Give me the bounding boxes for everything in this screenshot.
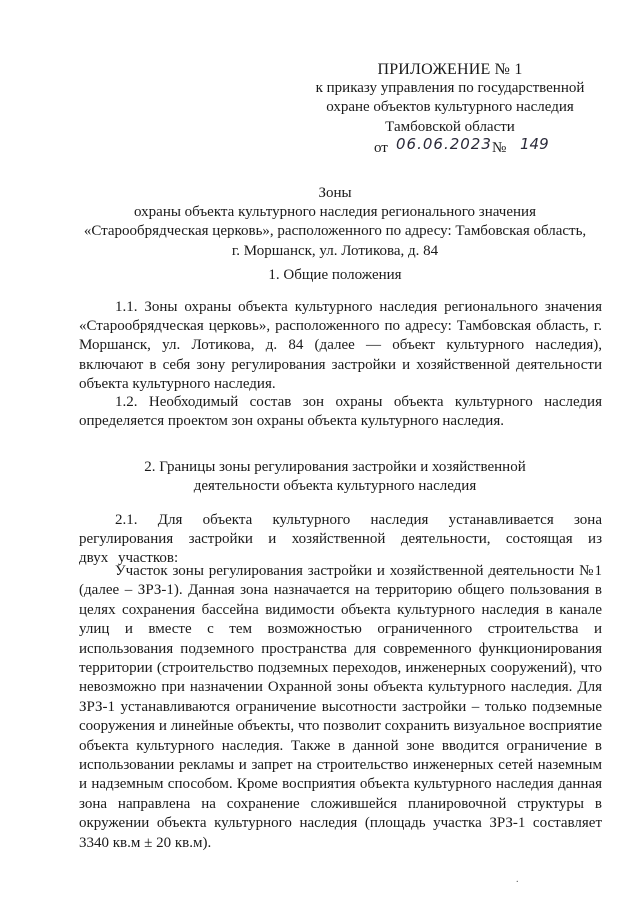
section-2-heading-line-2: деятельности объекта культурного наследия <box>193 478 477 495</box>
appendix-line-1: к приказу управления по государственной <box>315 80 585 97</box>
section-1-paragraph-2: 1.2. Необходимый состав зон охраны объекта культурного наследия определяется проектом зон охраны объекта культурного наследия. <box>79 394 602 430</box>
title-line-4: г. Моршанск, ул. Лотикова, д. 84 <box>231 242 439 259</box>
handwritten-date: 06.06.2023 <box>396 134 492 153</box>
date-prefix: от <box>374 139 388 156</box>
appendix-header <box>300 60 600 159</box>
section-1-paragraph-1: 1.1. Зоны охраны объекта культурного наследия регионального значения «Старообрядческая церковь», расположенного по адресу: Тамбовская область, г. Моршанск, ул. Лотикова, д. 84 (далее — объект культурного наследия), включают в себя зону регулирования застройки и хозяйственной деятельности объекта культурного наследия. <box>79 299 602 392</box>
number-prefix: № <box>492 139 507 156</box>
appendix-line-2: охране объектов культурного наследия <box>326 99 574 116</box>
section-2-heading-line-1: 2. Границы зоны регулирования застройки и хозяйственной <box>144 459 526 475</box>
section-2-heading <box>60 458 610 496</box>
appendix-line-3: Тамбовской области <box>385 118 515 135</box>
order-signature-line <box>300 134 600 159</box>
title-line-3: «Старообрядческая церковь», расположенного по адресу: Тамбовская область, <box>83 223 587 240</box>
section-2-paragraph-2: Участок зоны регулирования застройки и хозяйственной деятельности №1 (далее – ЗРЗ-1). Данная зона назначается на территорию общего пользования в целях сохранения бассейна видимости объекта культурного наследия в канале улиц и вместе с тем возможностью ограниченного строительства и использования подземного пространства для современного функционирования территории (строительство подземных переходов, инженерных сооружений), что невозможно при назначении Охранной зоны объекта культурного наследия. Для ЗРЗ-1 устанавливаются ограничение высотности застройки – только подземные сооружения и линейные объекты, что позволит сохранить визуальное восприятие объекта культурного наследия. Также в данной зоне вводится ограничение в использовании рекламы и запрет на строительство инженерных сетей наземным и надземным способом. Кроме восприятия объекта культурного наследия данная зона направлена на сохранение сложившейся планировочной структуры в окружении объекта культурного наследия (площадь участка ЗРЗ-1 составляет 3340 кв.м ± 20 кв.м). <box>79 563 602 851</box>
title-line-1: Зоны <box>318 185 352 201</box>
scan-speck: . <box>516 874 519 885</box>
appendix-title: ПРИЛОЖЕНИЕ № 1 <box>377 61 523 78</box>
document-title <box>60 184 610 261</box>
handwritten-number: 149 <box>520 134 549 153</box>
title-line-2: охраны объекта культурного наследия регионального значения <box>134 204 536 221</box>
section-2-paragraph-1: 2.1. Для объекта культурного наследия устанавливается зона регулирования застройки и хозяйственной деятельности, состоящая из двух участков: <box>79 512 602 567</box>
section-1-heading: 1. Общие положения <box>268 267 402 283</box>
